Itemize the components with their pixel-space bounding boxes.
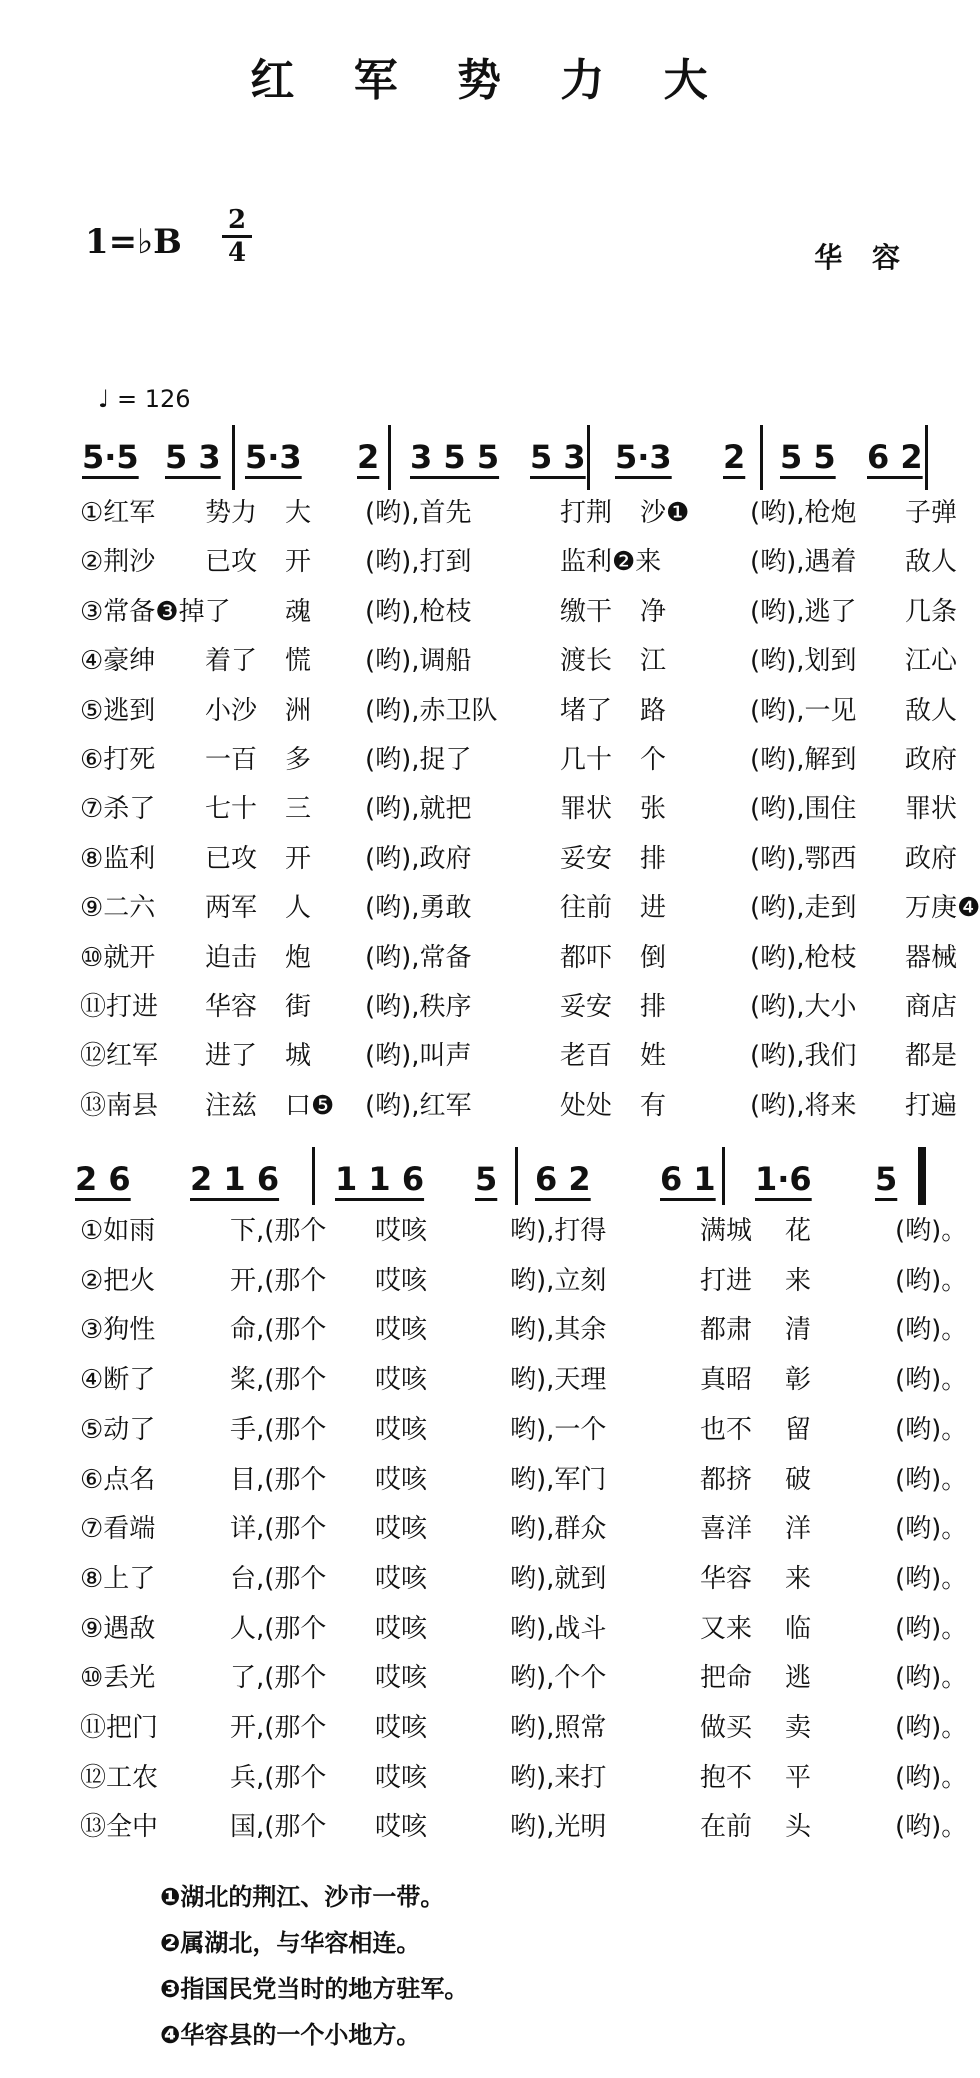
lyric-word: (哟),捉了 [365,745,472,775]
lyric-word: 留 [785,1414,812,1445]
note-group: 2 [357,438,380,476]
lyric-word: 兵,(那个 [230,1762,327,1793]
lyric-word: ⑦看端 [80,1514,156,1545]
lyric-word: 人,(那个 [230,1613,327,1644]
lyric-word: (哟),赤卫队 [365,695,498,726]
lyric-word: ⑪把门 [80,1713,159,1743]
lyric-word: (哟),调船 [365,646,472,677]
lyric-word: 都吓 [560,942,613,973]
lyric-word: 七十 [205,794,258,825]
lyric-word: 子弹 [905,498,958,528]
lyric-word: 势力 [205,498,258,528]
lyric-word: 哟),打得 [510,1216,607,1246]
lyric-word: 魂 [285,596,312,627]
lyric-word: ③常备❸掉了 [80,596,231,627]
lyric-word: 哟),天理 [510,1365,607,1396]
lyric-word: 下,(那个 [230,1216,327,1246]
lyric-word: ⑧监利 [80,843,156,874]
lyric-word: 开,(那个 [230,1265,327,1296]
lyric-word: 慌 [285,646,312,677]
lyric-word: 都是 [905,1041,958,1072]
lyric-word: 妥安 [560,843,613,874]
lyric-word: 喜洋 [700,1514,753,1545]
lyric-word: 抱不 [700,1762,753,1793]
note-group: 2 1 6 [190,1160,280,1198]
lyric-word: (哟)。 [895,1663,968,1694]
lyric-word: 江 [640,646,667,677]
lyric-word: 了,(那个 [230,1663,327,1694]
bar-line [232,425,235,490]
lyric-word: 敌人 [905,695,958,726]
lyric-word: 罪状 [905,794,958,825]
lyric-word: (哟)。 [895,1464,968,1495]
lyric-word: 破 [785,1464,812,1495]
lyric-word: ⑥打死 [80,745,156,775]
footnote-4: ❹华容县的一个小地方。 [160,2021,421,2049]
lyric-word: ⑪打进 [80,992,159,1022]
lyric-word: ⑥点名 [80,1464,156,1495]
lyric-word: 排 [640,992,667,1022]
lyric-word: (哟)。 [895,1762,968,1793]
lyric-word: 沙❶ [640,498,690,528]
lyric-word: 平 [785,1762,812,1793]
lyric-word: 花 [785,1216,812,1246]
lyric-word: (哟),首先 [365,498,472,528]
lyric-word: 华容 [205,992,258,1022]
lyric-word: ⑩就开 [80,942,156,973]
lyric-word: 打遍 [905,1090,958,1121]
lyric-word: (哟)。 [895,1365,968,1396]
lyric-word: 哟),个个 [510,1663,607,1694]
lyric-word: 哎咳 [375,1315,428,1346]
lyric-word: 小沙 [205,695,258,726]
bar-line [587,425,590,490]
lyric-word: 华容 [700,1563,753,1594]
lyric-word: (哟),我们 [750,1041,857,1072]
lyric-word: 目,(那个 [230,1464,327,1495]
bar-line [515,1147,518,1205]
lyric-word: 注兹 [205,1090,258,1121]
lyric-word: 哎咳 [375,1216,428,1246]
lyric-word: (哟),逃了 [750,596,857,627]
key-signature: 1=♭B [85,222,182,262]
footnotes [160,1874,468,2058]
lyric-word: (哟),一见 [750,695,857,726]
lyric-word: ⑨遇敌 [80,1613,156,1644]
lyric-word: 哎咳 [375,1613,428,1644]
lyric-word: 打进 [700,1265,753,1296]
lyric-word: 堵了 [560,695,613,726]
lyric-word: (哟),大小 [750,992,857,1022]
lyric-word: (哟),枪枝 [750,942,857,973]
lyric-word: (哟),遇着 [750,547,857,578]
lyric-word: ⑧上了 [80,1563,156,1594]
lyric-word: 哎咳 [375,1365,428,1396]
lyric-word: 卖 [785,1713,812,1743]
lyric-word: 洋 [785,1514,812,1545]
bar-line [925,425,928,490]
lyric-word: (哟),鄂西 [750,843,857,874]
note-group: 5 3 [530,438,586,476]
note-group: 1 1 6 [335,1160,425,1198]
lyric-word: 又来 [700,1613,753,1644]
lyric-word: (哟),叫声 [365,1041,472,1072]
note-group: 6 2 [867,438,923,476]
lyric-word: 渡长 [560,646,613,677]
note-group: 5·3 [245,438,302,476]
lyric-word: 倒 [640,942,667,973]
lyric-word: 哎咳 [375,1812,428,1843]
lyric-word: 大 [285,498,312,528]
lyric-word: 在前 [700,1812,753,1843]
footnote-2: ❷属湖北，与华容相连。 [160,1929,421,1957]
lyric-word: 净 [640,596,667,627]
lyric-word: 缴干 [560,596,613,627]
lyric-word: 妥安 [560,992,613,1022]
lyric-word: 处处 [560,1090,613,1121]
lyric-word: 哟),战斗 [510,1613,607,1644]
lyric-word: 临 [785,1613,812,1644]
lyric-word: ⑤动了 [80,1414,156,1445]
note-group: 5 3 [165,438,221,476]
lyric-word: 政府 [905,843,958,874]
lyric-word: 罪状 [560,794,613,825]
lyric-word: 多 [285,745,312,775]
lyric-word: 开 [285,843,312,874]
lyric-word: 桨,(那个 [230,1365,327,1396]
lyric-word: 哎咳 [375,1713,428,1743]
lyric-word: 炮 [285,942,312,973]
song-title: 红 军 势 力 大 [250,55,730,106]
lyric-word: 政府 [905,745,958,775]
lyric-word: 有 [640,1090,667,1121]
lyric-word: (哟),红军 [365,1090,472,1121]
lyric-word: 哟),立刻 [510,1265,607,1296]
lyric-word: 老百 [560,1041,613,1072]
lyric-word: 清 [785,1315,812,1346]
bar-line [312,1147,315,1205]
composer-credit: 华 容 [814,241,910,274]
lyric-word: 来 [785,1563,812,1594]
lyric-word: ②把火 [80,1265,156,1296]
lyric-word: ④豪绅 [80,646,156,677]
lyric-word: 逃 [785,1663,812,1694]
lyric-word: (哟)。 [895,1414,968,1445]
lyric-word: 几条 [905,596,958,627]
lyric-word: 开 [285,547,312,578]
note-group: 5 [475,1160,498,1198]
lyric-word: ①如雨 [80,1216,156,1246]
lyric-word: 哟),就到 [510,1563,607,1594]
lyric-word: 口❺ [285,1090,335,1121]
lyric-word: (哟),常备 [365,942,472,973]
lyric-word: 哎咳 [375,1563,428,1594]
lyric-word: 哎咳 [375,1464,428,1495]
note-group: 2 6 [75,1160,131,1198]
lyric-word: 开,(那个 [230,1713,327,1743]
lyric-word: 一百 [205,745,258,775]
lyric-word: 都肃 [700,1315,753,1346]
lyric-word: (哟)。 [895,1315,968,1346]
lyric-word: 哎咳 [375,1514,428,1545]
lyric-word: 江心 [905,646,958,677]
lyric-word: ⑫工农 [80,1762,159,1793]
note-group: 2 [723,438,746,476]
lyric-word: (哟),就把 [365,794,472,825]
note-group: 1·6 [755,1160,812,1198]
lyric-word: 哎咳 [375,1762,428,1793]
lyric-word: (哟),秩序 [365,992,472,1022]
lyric-word: 进了 [205,1041,258,1072]
lyric-word: (哟)。 [895,1514,968,1545]
lyric-word: 国,(那个 [230,1812,327,1843]
lyric-word: ⑬南县 [80,1090,159,1121]
lyric-word: 万庚❹ [905,893,980,924]
lyric-word: 迫击 [205,942,258,973]
lyric-word: 哟),群众 [510,1514,607,1545]
bar-line [722,1147,725,1205]
lyric-word: 哟),光明 [510,1812,607,1843]
lyric-word: ③狗性 [80,1315,156,1346]
lyric-word: 做买 [700,1713,753,1743]
note-group: 6 1 [660,1160,716,1198]
lyric-word: (哟),枪枝 [365,596,472,627]
lyric-word: 姓 [640,1041,667,1072]
lyric-word: ⑬全中 [80,1812,159,1843]
lyric-word: (哟)。 [895,1265,968,1296]
lyric-word: 打荆 [560,498,613,528]
lyric-word: 把命 [700,1663,753,1694]
lyric-word: 详,(那个 [230,1514,327,1545]
lyric-word: ④断了 [80,1365,156,1396]
lyric-word: 商店 [905,992,958,1022]
lyric-word: 器械 [905,942,958,973]
footnote-3: ❸指国民党当时的地方驻军。 [160,1975,469,2003]
lyric-word: 哟),来打 [510,1762,607,1793]
lyric-word: 张 [640,794,667,825]
lyric-word: (哟),打到 [365,547,472,578]
bar-line [388,425,391,490]
lyric-word: (哟),枪炮 [750,498,857,528]
note-group: 5 5 [780,438,836,476]
lyric-word: (哟)。 [895,1613,968,1644]
lyric-word: 洲 [285,695,312,726]
lyric-word: 个 [640,745,667,775]
lyric-word: 往前 [560,893,613,924]
lyric-word: 哟),其余 [510,1315,607,1346]
lyric-word: (哟),走到 [750,893,857,924]
lyric-word: 都挤 [700,1464,753,1495]
lyric-word: (哟),解到 [750,745,857,775]
lyric-word: 哎咳 [375,1663,428,1694]
lyric-word: 人 [285,893,312,924]
lyric-word: 排 [640,843,667,874]
time-signature-top: 2 [227,205,247,235]
lyric-word: 来 [785,1265,812,1296]
lyric-word: 头 [785,1812,812,1843]
lyric-word: (哟),政府 [365,843,472,874]
footnote-1: ❶湖北的荆江、沙市一带。 [160,1883,445,1911]
lyric-word: 已攻 [205,547,258,578]
lyric-word: ⑦杀了 [80,794,156,825]
lyric-word: (哟),将来 [750,1090,857,1121]
time-signature-bottom: 4 [227,238,247,268]
lyric-word: 手,(那个 [230,1414,327,1445]
lyric-word: 哎咳 [375,1265,428,1296]
lyric-word: 哟),一个 [510,1414,607,1445]
lyric-word: 监利❷来 [560,547,662,578]
lyric-word: 着了 [205,646,258,677]
time-signature [222,206,252,267]
lyric-word: 路 [640,695,667,726]
note-group: 3 5 5 [410,438,500,476]
lyric-word: 台,(那个 [230,1563,327,1594]
lyric-word: (哟)。 [895,1713,968,1743]
lyric-word: ⑨二六 [80,893,156,924]
lyric-word: 两军 [205,893,258,924]
lyric-word: 真昭 [700,1365,753,1396]
note-group: 5 [875,1160,898,1198]
lyric-word: 也不 [700,1414,753,1445]
final-bar-line [918,1147,926,1205]
lyric-word: 哟),军门 [510,1464,607,1495]
lyric-word: 已攻 [205,843,258,874]
lyric-word: ⑩丢光 [80,1663,156,1694]
lyric-word: 哎咳 [375,1414,428,1445]
lyric-word: 三 [285,794,312,825]
lyric-word: (哟)。 [895,1216,968,1246]
lyric-word: ①红军 [80,498,156,528]
lyric-word: (哟)。 [895,1563,968,1594]
lyric-word: 哟),照常 [510,1713,607,1743]
note-group: 6 2 [535,1160,591,1198]
lyric-word: 命,(那个 [230,1315,327,1346]
lyric-word: ⑤逃到 [80,695,156,726]
lyric-word: 城 [285,1041,312,1072]
lyric-word: (哟),勇敢 [365,893,472,924]
lyric-word: 进 [640,893,667,924]
lyric-word: 彰 [785,1365,812,1396]
lyric-word: ②荆沙 [80,547,156,578]
bar-line [760,425,763,490]
lyric-word: (哟),围住 [750,794,857,825]
lyric-word: ⑫红军 [80,1041,159,1072]
lyric-word: 几十 [560,745,613,775]
note-group: 5·3 [615,438,672,476]
tempo-marking: ♩ = 126 [98,385,191,413]
lyric-word: 满城 [700,1216,753,1246]
lyric-word: 街 [285,992,312,1022]
lyric-word: 敌人 [905,547,958,578]
note-group: 5·5 [82,438,139,476]
lyric-word: (哟),划到 [750,646,857,677]
lyric-word: (哟)。 [895,1812,968,1843]
